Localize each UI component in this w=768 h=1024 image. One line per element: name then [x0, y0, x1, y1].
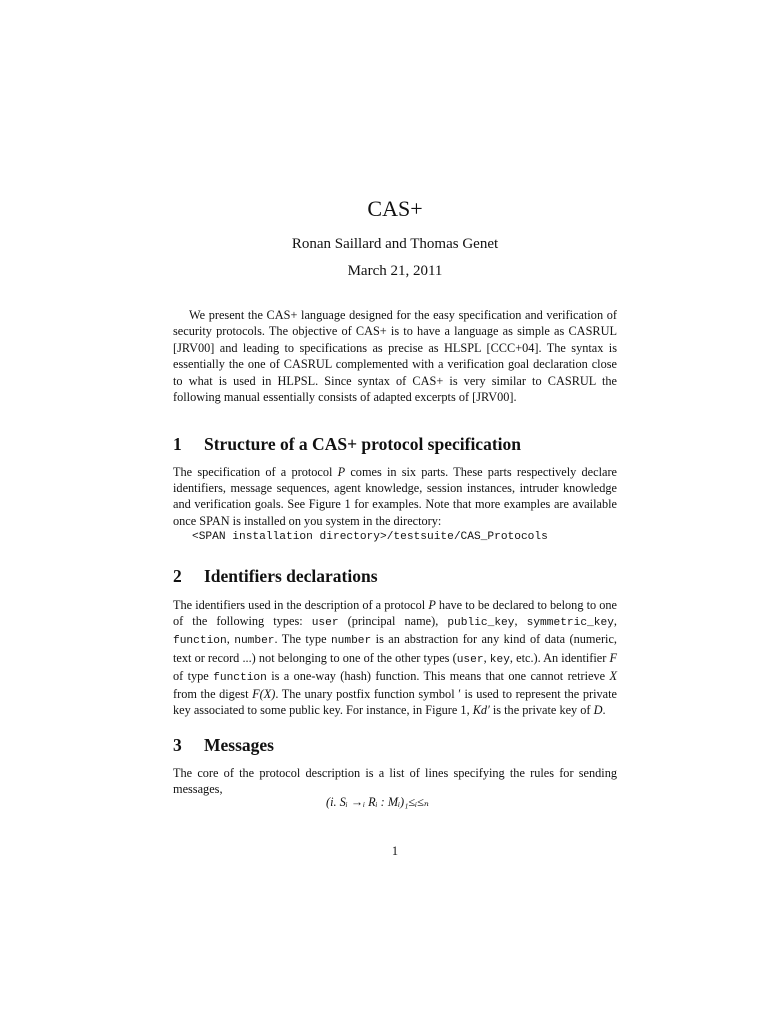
section-2-paragraph: The identifiers used in the description of a protocol P have to be declared to belong to one of the following types: user (principal name), public_key, symmetric_key, function, number. The type number is an abstraction for any kind of data (numeric, text or record ...) not belonging to one of the other types (user, key, etc.). An identifier F of type function is a one-way (hash) function. This means that one cannot retrieve X from the digest F(X). The unary postfix function symbol ′ is used to represent the private key associated to some public key. For instance, in Figure 1, Kd′ is the private key of D.	[173, 598, 618, 718]
page-number: 1	[391, 844, 399, 858]
section-number: 2	[173, 566, 182, 586]
section-number: 3	[173, 735, 182, 755]
paper-date: March 21, 2011	[347, 263, 443, 279]
section-heading-3	[173, 735, 617, 756]
section-1-paragraph: The specification of a protocol P comes in six parts. These parts respectively declare identifiers, message sequences, agent knowledge, session instances, intruder knowledge and verification goals. See Figure 1 for examples. Note that more examples are available once SPAN is installed on you system in the directory:	[173, 465, 617, 528]
abstract: We present the CAS+ language designed for the easy specification and verification of security protocols. The objective of CAS+ is to have a language as simple as CASRUL [JRV00] and leading to specifications as precise as HLSPL [CCC+04]. The syntax is essentially the one of CASRUL complemented with a verification goal declaration close to what is used in HLPSL. Since syntax of CAS+ is very similar to CASRUL the following manual essentially consists of adapted excerpts of [JRV00].	[173, 308, 617, 405]
paper-title: CAS+	[367, 196, 423, 221]
message-formula: (i. Sᵢ →ᵢ Rᵢ : Mᵢ)₁≤ᵢ≤ₙ	[326, 795, 429, 809]
math-var: P	[337, 465, 346, 479]
section-title: Structure of a CAS+ protocol specification	[204, 434, 521, 454]
section-3-paragraph: The core of the protocol description is a list of lines specifying the rules for sending messages,	[173, 766, 617, 797]
section-heading-1	[173, 434, 617, 455]
code-path: <SPAN installation directory>/testsuite/CAS_Protocols	[192, 531, 548, 543]
section-heading-2	[173, 566, 617, 587]
section-title: Identifiers declarations	[204, 566, 378, 586]
section-number: 1	[173, 434, 182, 454]
section-title: Messages	[204, 735, 274, 755]
paper-authors: Ronan Saillard and Thomas Genet	[291, 236, 499, 252]
